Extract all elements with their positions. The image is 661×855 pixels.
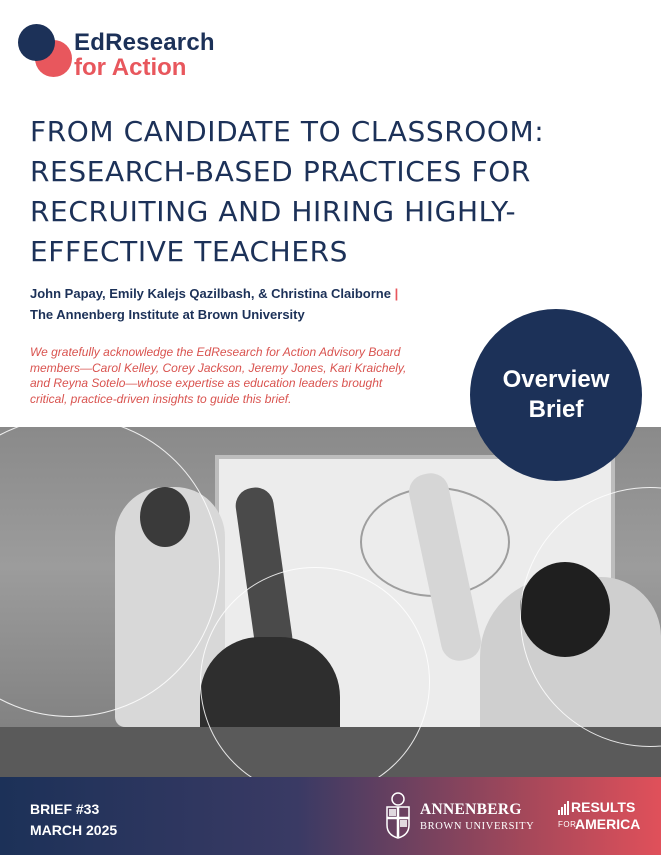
footer-bar [0, 777, 661, 855]
logo-text-edresearch: EdResearch [74, 29, 215, 56]
annenberg-logo [384, 791, 534, 843]
overview-brief-badge [470, 309, 642, 481]
brown-shield-icon [384, 791, 412, 839]
badge-line: Brief [528, 396, 584, 423]
acknowledgment-line: We gratefully acknowledge the EdResearch for Action Advisory Board [30, 345, 401, 359]
title-line: EFFECTIVE TEACHERS [30, 235, 349, 268]
acknowledgment-line: members—Carol Kelley, Corey Jackson, Jeremy Jones, Kari Kraichely, [30, 360, 407, 375]
acknowledgment-line: and Reyna Sotelo—whose expertise as education leaders brought [30, 376, 383, 390]
america-label: AMERICA [575, 816, 641, 832]
logo-text-for-action: for Action [74, 54, 187, 81]
for-label: FOR [558, 820, 577, 829]
page-title [30, 112, 630, 272]
brief-date: MARCH 2025 [30, 822, 118, 838]
bar-chart-icon [558, 801, 570, 815]
title-line: RECRUITING AND HIRING HIGHLY- [30, 195, 517, 228]
brief-info [30, 799, 117, 841]
results-label: RESULTS [571, 799, 636, 815]
authors-block [30, 283, 398, 325]
brown-university-label: BROWN UNIVERSITY [420, 821, 535, 832]
acknowledgment-line: critical, practice-driven insights to guide this brief. [30, 391, 292, 406]
edresearch-logo [18, 24, 218, 80]
author-institution: The Annenberg Institute at Brown University [30, 307, 305, 322]
acknowledgment-text [30, 345, 455, 407]
brief-number: BRIEF #33 [30, 801, 100, 817]
title-line: RESEARCH-BASED PRACTICES FOR [30, 155, 531, 188]
author-separator: | [394, 286, 399, 301]
results-for-america-logo [558, 799, 653, 839]
badge-line: Overview [502, 366, 610, 393]
author-names: John Papay, Emily Kalejs Qazilbash, & Christina Claiborne [30, 286, 391, 301]
title-line: FROM CANDIDATE TO CLASSROOM: [30, 115, 545, 148]
annenberg-name: ANNENBERG [420, 801, 522, 818]
